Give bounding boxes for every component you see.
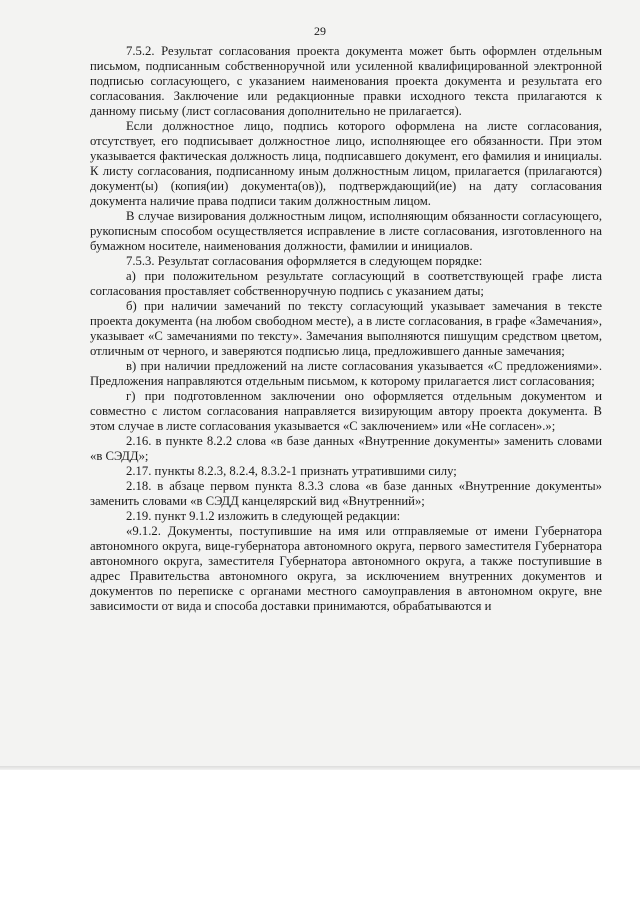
paragraph-9-1-2: «9.1.2. Документы, поступившие на имя или отправляемые от имени Губернатора автономного округа, вице-губернатора автономного округа, первого заместителя Губернатора автономного округа, заместителя Губернатора автономного округа, а также поступившие в адрес Правительства автономного округа, за исключением внутренних документов и документов по переписке с органами местного самоуправления в автономном округе, вне зависимости от вида и способа доставки принимаются, обрабатываются и [90,524,602,613]
paragraph-2-19: 2.19. пункт 9.1.2 изложить в следующей редакции: [126,509,401,523]
paragraph-7-5-2: 7.5.2. Результат согласования проекта документа может быть оформлен отдельным письмом, подписанным собственноручной или усиленной квалифицированной электронной подписью согласующего, с указанием наименования проекта документа и результата его согласования. Заключение или редакционные правки исходного текста прилагаются к данному письму (лист согласования дополнительно не прилагается). [90,44,602,118]
paragraph-handwritten-correction: В случае визирования должностным лицом, исполняющим обязанности согласующего, рукописным способом осуществляется исправление в листе согласования, изготовленного на бумажном носителе, наименования должности, фамилии и инициалов. [90,209,602,253]
paragraph-2-17: 2.17. пункты 8.2.3, 8.2.4, 8.3.2-1 признать утратившими силу; [126,464,457,478]
list-item-a: а) при положительном результате согласующий в соответствующей графе листа согласования проставляет собственноручную подпись с указанием даты; [90,269,602,298]
paragraph-2-16: 2.16. в пункте 8.2.2 слова «в базе данных «Внутренние документы» заменить словами «в СЭДД»; [90,434,602,463]
paragraph-7-5-3: 7.5.3. Результат согласования оформляется в следующем порядке: [126,254,483,268]
list-item-b: б) при наличии замечаний по тексту согласующий указывает замечания в тексте проекта документа (на любом свободном месте), а в листе согласования, в графе «Замечания», указывает «С замечаниями по тексту». Замечания выполняются пишущим средством цветом, отличным от черного, и заверяются подписью лица, предложившего данные замечания; [90,299,603,358]
page-number: 29 [314,24,326,38]
document-body [90,44,602,614]
list-item-v: в) при наличии предложений на листе согласования указывается «С предложениями». Предложения направляются отдельным письмом, к которому прилагается лист согласования; [90,359,602,388]
paragraph-2-18: 2.18. в абзаце первом пункта 8.3.3 слова «в базе данных «Внутренние документы» заменить словами «в СЭДД канцелярский вид «Внутренний»; [90,479,602,508]
scan-edge [0,766,640,770]
paragraph-substitute-signer: Если должностное лицо, подпись которого оформлена на листе согласования, отсутствует, его подписывает должностное лицо, исполняющее его обязанности. При этом указывается фактическая должность лица, подписавшего документ, его фамилия и инициалы. К листу согласования, подписанному иным должностным лицом, прилагается (прилагаются) документ(ы) (копия(ии) документа(ов)), подтверждающий(ие) на дату согласования документа наличие права подписи таким должностным лицом. [90,119,602,208]
list-item-g: г) при подготовленном заключении оно оформляется отдельным документом и совместно с листом согласования направляется визирующим автору проекта документа. В этом случае в листе согласования указывается «С заключением» или «Не согласен».»; [90,389,602,433]
